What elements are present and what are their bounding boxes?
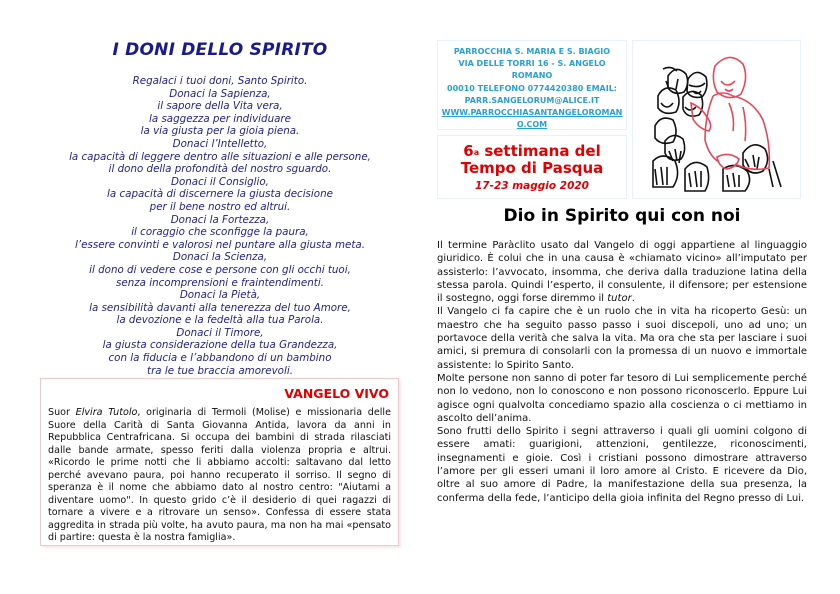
- poem-line: la devozione e la fedeltà alla tua Parola.: [116, 314, 324, 327]
- illustration-box: [632, 40, 801, 199]
- poem-line: con la fiducia e l’abbandono di un bambino: [108, 352, 332, 365]
- poem-line: il dono di vedere cose e persone con gli occhi tuoi,: [89, 263, 351, 276]
- parish-address: VIA DELLE TORRI 16 - S. ANGELO ROMANO: [458, 59, 606, 81]
- poem-title: I DONI DELLO SPIRITO: [112, 40, 328, 60]
- parish-info-box: [437, 40, 627, 130]
- article-p1-text: Il termine Paràclito usato dal Vangelo di oggi appartiene al linguaggio giuridico. È colui che in una causa è «chiamato vicino» all’imputato per assisterlo: l’avvocato, insomma, che deriva dalla traduzione latina della stessa parola. Quindi l’esperto, il consulente, il difensore; per estensione il sostegno, oggi forse diremmo il: [437, 240, 807, 305]
- poem-line: Donaci il Timore,: [176, 326, 264, 339]
- week-heading-rest: settimana del: [479, 142, 601, 160]
- article-p1-end: .: [631, 293, 635, 305]
- article-paragraph: Molte persone non sanno di poter far tesoro di Lui semplicemente perché non lo vedono, non lo conoscono e non possono riconoscerlo. Eppure Lui agisce ogni qualvolta concediamo spazio alla coscienza o ci mettiamo in ascolto dell’anima.: [437, 372, 807, 424]
- poem-line: Donaci il Consiglio,: [171, 175, 269, 188]
- poem-line: la via giusta per la gioia piena.: [140, 125, 300, 138]
- week-superscript: a: [473, 148, 480, 157]
- article-p1-emphasis: tutor: [607, 293, 632, 305]
- parish-website-link[interactable]: WWW.PARROCCHIASANTANGELOROMANO.COM: [441, 108, 623, 130]
- week-box: [437, 135, 627, 199]
- jesus-with-disciples-illustration-icon: [633, 41, 800, 198]
- poem-line: l’essere convinti e valorosi nel puntare alla giusta meta.: [75, 238, 365, 251]
- vangelo-vivo-title: VANGELO VIVO: [284, 386, 389, 401]
- poem-line: la giusta considerazione della tua Grandezza,: [102, 339, 338, 352]
- article-paragraph: [437, 239, 807, 305]
- poem-line: per il bene nostro ed altrui.: [149, 200, 291, 213]
- poem-line: Donaci la Fortezza,: [170, 213, 270, 226]
- poem-line: la sensibilità davanti alla tenerezza del tuo Amore,: [89, 301, 351, 314]
- vangelo-body: , originaria di Termoli (Molise) e missionaria delle Suore della Carità di Santa Giovanna Antida, lavora da anni in Repubblica Centrafricana. Si occupa dei bambini di strada rilasciati dalle bande armate, spesso feriti dalla violenza propria e altrui. «Ricordo le prime notti che li abbiamo accolti: saltavano dal letto perché avevano paura, poi hanno recuperato il sorriso. Il segno di speranza è il nome che abbiamo dato al nostro centro: "Aiutami a diventare uomo". In questo grido c’è il desiderio di quei ragazzi di tornare a vivere e a ritrovare un senso». Confessa di essere stata aggredita in strada più volte, ha avuto paura, ma non ha mai «pensato di partire: questa è la nostra famiglia».: [48, 407, 391, 543]
- article-paragraph: Il Vangelo ci fa capire che è un ruolo che in vita ha ricoperto Gesù: un maestro che ha seguito passo passo i suoi discepoli, uno ad uno; un portavoce della verità che salva la vita. Ma ora che sta per lasciare i suoi amici, si premura di consolarli con la promessa di un nuovo e immortale assistente: lo Spirito Santo.: [437, 306, 807, 371]
- poem-line: la saggezza per individuare: [149, 112, 291, 125]
- parish-phone: 00010 TELEFONO 0774420380 EMAIL:: [447, 83, 617, 93]
- week-dates: 17-23 maggio 2020: [475, 180, 589, 192]
- poem-line: Regalaci i tuoi doni, Santo Spirito.: [132, 75, 308, 87]
- season-name: Tempo di Pasqua: [460, 159, 604, 177]
- week-number: 6: [463, 142, 474, 160]
- article-body: [437, 239, 807, 505]
- week-heading: [438, 143, 626, 160]
- parish-name: PARROCCHIA S. MARIA E S. BIAGIO: [453, 47, 611, 56]
- article-paragraph: Sono frutti dello Spirito i segni attraverso i quali gli uomini colgono di essere amati: guarigioni, attenzioni, gentilezze, riconoscimenti, insegnamenti e gioie. Così i cristiani possono dimostrare attraverso l’amore per gli esseri umani il loro amore al Cristo. E ricevere da Dio, oltre al suo amore di Padre, la manifestazione della sua presenza, la conferma della fede, l’anticipo della gioia infinita del Regno presso di Lui.: [437, 426, 807, 504]
- poem-line: tra le tue braccia amorevoli.: [147, 364, 293, 377]
- poem-line: Donaci la Sapienza,: [169, 87, 271, 100]
- parish-email[interactable]: PARR.SANGELORUM@ALICE.IT: [464, 95, 600, 105]
- vangelo-vivo-box: [40, 378, 399, 546]
- poem-line: il coraggio che sconfigge la paura,: [131, 226, 309, 239]
- poem-line: il dono della profondità del nostro sguardo.: [108, 163, 332, 176]
- poem-line: il sapore della Vita vera,: [157, 100, 283, 113]
- poem-line: Donaci la Scienza,: [172, 251, 268, 264]
- poem-line: la capacità di discernere la giusta decisione: [107, 188, 333, 201]
- poem-line: Donaci l’Intelletto,: [172, 137, 268, 150]
- poem-line: senza incomprensioni e fraintendimenti.: [116, 276, 324, 289]
- article-title: Dio in Spirito qui con noi: [503, 206, 741, 226]
- poem-line: Donaci la Pietà,: [179, 289, 261, 302]
- poem: [40, 75, 400, 377]
- poem-line: la capacità di leggere dentro alle situazioni e alle persone,: [69, 150, 371, 163]
- vangelo-intro: Suor: [48, 407, 76, 418]
- vangelo-vivo-text: [48, 407, 391, 545]
- vangelo-name: Elvira Tutolo: [75, 407, 138, 418]
